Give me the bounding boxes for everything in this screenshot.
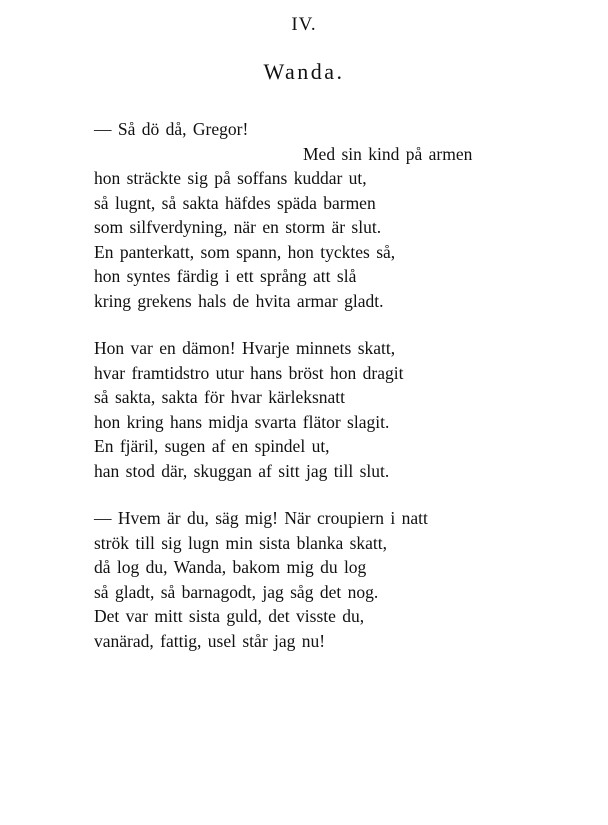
poem-line: hon syntes färdig i ett språng att slå	[94, 266, 357, 286]
poem-line: vanärad, fattig, usel står jag nu!	[94, 630, 326, 651]
poem-line: då log du, Wanda, bakom mig du log	[94, 557, 367, 577]
poem-line: kring grekens hals de hvita armar gladt.	[94, 290, 384, 311]
poem-line: hvar framtidstro utur hans bröst hon dragit	[94, 362, 404, 383]
poem-line: så sakta, sakta för hvar kärleksnatt	[94, 387, 346, 407]
poem-line: Med sin kind på armen	[303, 143, 473, 164]
poem-line: strök till sig lugn min sista blanka skatt,	[94, 532, 388, 553]
stanza	[94, 117, 574, 313]
poem-line: Det var mitt sista guld, det visste du,	[94, 606, 365, 626]
poem-line: hon sträckte sig på soffans kuddar ut,	[94, 168, 367, 188]
poem-line: — Så dö då, Gregor!	[94, 119, 249, 139]
stanza	[94, 336, 574, 483]
poem-line: — Hvem är du, säg mig! När croupiern i natt	[94, 508, 428, 528]
poem-line: så gladt, så barnagodt, jag såg det nog.	[94, 581, 379, 602]
poem-line: som silfverdyning, när en storm är slut.	[94, 217, 382, 237]
stanza	[94, 506, 574, 653]
poem-body	[94, 117, 574, 653]
poem-line: så lugnt, så sakta häfdes späda barmen	[94, 192, 376, 213]
poem-line: hon kring hans midja svarta flätor slagit.	[94, 411, 390, 432]
poem-line: En fjäril, sugen af en spindel ut,	[94, 436, 330, 456]
poem-line: En panterkatt, som spann, hon tycktes så,	[94, 241, 396, 262]
poem-title: Wanda.	[263, 59, 345, 84]
poem-line: Hon var en dämon! Hvarje minnets skatt,	[94, 338, 396, 358]
section-number: IV.	[291, 14, 317, 35]
poem-line: han stod där, skuggan af sitt jag till slut.	[94, 460, 390, 481]
